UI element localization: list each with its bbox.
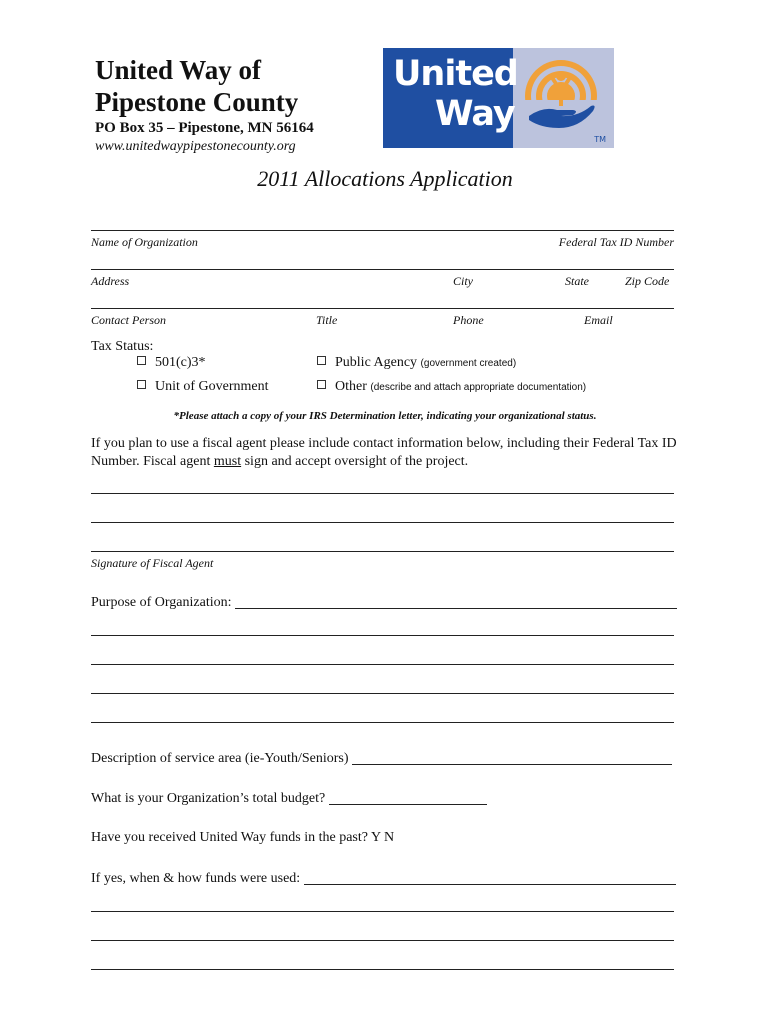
option-public-agency-label: Public Agency: [335, 355, 418, 370]
purpose-line-3[interactable]: [91, 664, 674, 665]
org-name-line2: Pipestone County: [95, 87, 299, 117]
if-yes-label: If yes, when & how funds were used:: [91, 871, 301, 886]
org-name-label: Name of Organization: [91, 235, 198, 249]
org-name-line1: United Way of: [95, 55, 262, 85]
tax-id-label: Federal Tax ID Number: [558, 235, 674, 249]
checkbox-501c3[interactable]: [137, 356, 146, 365]
postal-address: PO Box 35 – Pipestone, MN 56164: [95, 120, 314, 136]
option-unit-government-label: Unit of Government: [155, 379, 269, 394]
document-title: 2011 Allocations Application: [257, 166, 513, 191]
address-label: Address: [91, 274, 130, 288]
address-line[interactable]: [91, 269, 674, 270]
option-501c3[interactable]: [137, 355, 206, 371]
fiscal-para-must: must: [213, 454, 242, 469]
logo-blue-panel: [383, 48, 518, 148]
title-label: Title: [316, 313, 338, 327]
contact-line[interactable]: [91, 308, 674, 309]
received-funds-question[interactable]: Have you received United Way funds in the past? Y N: [91, 830, 395, 845]
checkbox-public-agency[interactable]: [317, 356, 326, 365]
logo-trademark: TM: [594, 135, 606, 144]
option-public-agency[interactable]: [317, 355, 516, 371]
checkbox-unit-government[interactable]: [137, 380, 146, 389]
if-yes-line-4[interactable]: [91, 969, 674, 970]
purpose-label: Purpose of Organization:: [91, 595, 232, 610]
state-label: State: [565, 274, 589, 288]
zip-label: Zip Code: [625, 274, 670, 288]
irs-note: *Please attach a copy of your IRS Determination letter, indicating your organizational status.: [173, 410, 597, 422]
option-other-label: Other: [335, 379, 367, 394]
purpose-line-2[interactable]: [91, 635, 674, 636]
service-area-question: [91, 750, 672, 767]
option-501c3-label: 501(c)3*: [155, 355, 206, 370]
city-label: City: [453, 274, 473, 288]
fiscal-agent-line-2[interactable]: [91, 522, 674, 523]
purpose-line-5[interactable]: [91, 722, 674, 723]
fiscal-agent-signature-line[interactable]: [91, 551, 674, 552]
organization-name: [95, 54, 298, 118]
fiscal-agent-instructions: [91, 435, 691, 471]
option-other[interactable]: [317, 379, 586, 395]
phone-label: Phone: [453, 313, 484, 327]
option-unit-government[interactable]: [137, 379, 269, 395]
purpose-input[interactable]: [235, 594, 677, 609]
budget-input[interactable]: [329, 790, 487, 805]
checkbox-other[interactable]: [317, 380, 326, 389]
fiscal-agent-line-1[interactable]: [91, 493, 674, 494]
logo-word-way: Way: [435, 94, 515, 134]
tax-status-heading: Tax Status:: [91, 339, 154, 354]
contact-label: Contact Person: [91, 313, 166, 327]
budget-question: [91, 790, 487, 807]
if-yes-input[interactable]: [304, 870, 676, 885]
logo-word-united: United: [393, 54, 518, 94]
service-area-label: Description of service area (ie-Youth/Seniors): [91, 751, 349, 766]
logo-wordmark: [393, 54, 518, 134]
fiscal-para-b: sign and accept oversight of the project.: [241, 454, 469, 469]
email-label: Email: [584, 313, 613, 327]
purpose-question: [91, 594, 677, 611]
fiscal-agent-signature-label: Signature of Fiscal Agent: [91, 556, 214, 570]
org-name-line[interactable]: [91, 230, 674, 231]
website-url: www.unitedwaypipestonecounty.org: [95, 139, 296, 154]
if-yes-question: [91, 870, 676, 887]
service-area-input[interactable]: [352, 750, 672, 765]
purpose-line-4[interactable]: [91, 693, 674, 694]
option-public-agency-note: (government created): [420, 358, 517, 369]
budget-label: What is your Organization’s total budget?: [91, 791, 326, 806]
united-way-logo: [383, 48, 614, 148]
fiscal-para-a: If you plan to use a fiscal agent please include contact information below, including their Federal Tax ID Number. Fiscal agent: [91, 436, 677, 469]
logo-rainbow-hand-icon: [523, 54, 603, 136]
if-yes-line-3[interactable]: [91, 940, 674, 941]
option-other-note: (describe and attach appropriate documentation): [370, 382, 587, 393]
if-yes-line-2[interactable]: [91, 911, 674, 912]
